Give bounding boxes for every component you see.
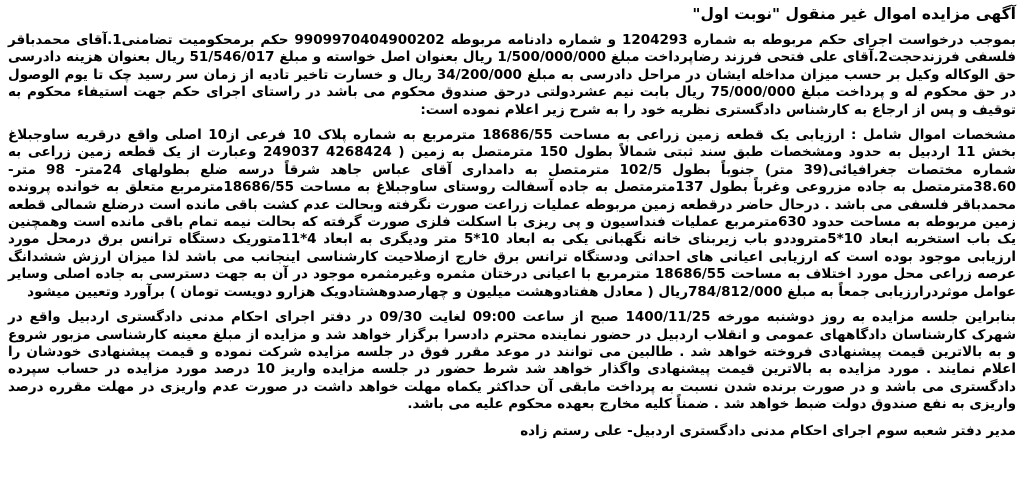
- notice-title: آگهی مزایده اموال غیر منقول "نوبت اول": [692, 5, 1016, 23]
- paragraph-auction-terms: بنابراین جلسه مزایده به روز دوشنبه مورخه 1400/11/25 صبح از ساعت 09:00 لغایت 09/30 در دفتر اجرای احکام مدنی دادگستری اردبیل واقع در شهرک کارشناسان دادگاههای عمومی و انقلاب اردبیل در حضور نماینده محترم دادسرا برگزار خواهد شد و مزایده از مبلغ معینه کارشناسی مزبور شروع و به بالاترین قیمت پیشنهادی فروخته خواهد شد . طالبین می توانند در موعد مقرر فوق در جلسه مزایده شرکت نموده و قیمت پیشنهادی خودشان را اعلام نمایند . مورد مزایده به بالاترین قیمت پیشنهادی واگذار خواهد شد شرط حضور در جلسه مزایده واریز 10 درصد مورد مزایده در حساب سپرده دادگستری می باشد و در صورت برنده شدن نسبت به پرداخت مابقی آن حداکثر یکماه مهلت خواهد داشت در صورت عدم واریزی در مهلت مقرره درصد واریزی به نفع صندوق دولت ضبط خواهد شد . ضمناً کلیه مخارج بعهده محکوم علیه می باشد.: [8, 309, 1017, 413]
- notice-signature: مدیر دفتر شعبه سوم اجرای احکام مدنی دادگستری اردبیل- علی رستم زاده: [520, 422, 1016, 439]
- paragraph-judgment: بموجب درخواست اجرای حکم مربوطه به شماره 1204293 و شماره دادنامه مربوطه 9909970404900202 حکم برمحکومیت تضامنی1.آقای محمدباقر فلسفی فرزندحجت2.آقای علی فتحی فرزند رضاپرداخت مبلغ 1/500/000/000 ریال بعنوان اصل خواسته و مبلغ 51/546/017 ریال بعنوان هزینه دادرسی حق الوکاله وکیل بر حسب میزان مداخله ایشان در مراحل دادرسی به مبلغ 34/200/000 ریال و خسارت تاخیر تادیه از زمان سر رسید چک تا یوم الوصول در حق محکوم له و پرداخت مبلغ 75/000/000 ریال بابت نیم عشردولتی درحق صندوق محکوم می باشد در راستای اجرای حکم جهت استیفاء محکوم به توقیف و پس از ارجاع به کارشناس دادگستری نظریه خود را به شرح زیر اعلام نموده است:: [8, 32, 1016, 118]
- paragraph-property-specs: مشخصات اموال شامل : ارزیابی یک قطعه زمین زراعی به مساحت 18686/55 مترمربع به شماره پلاک 10 فرعی از10 اصلی واقع درقریه ساوجبلاغ بخش 11 اردبیل به حدود ومشخصات طبق سند ثبتی شمالاً بطول 150 مترمتصل به زمین ( 4268424 249037 وعبارت از یک قطعه زمین زراعی به شماره مختصات جغرافیائی(39 متر) جنوباً بطول 102/5 مترمتصل به دامداری آقای عباس جاهد شرقاً درسه ضلع بطولهای 24متر- 98 متر- 38.60مترمتصل به جاده مزروعی وغرباً بطول 137مترمتصل به جاده آسفالت روستای ساوجبلاغ به مساحت 18686/55مترمربع متعلق به خوانده پرونده محمدباقر فلسفی می باشد . درحال حاضر درقطعه زمین مربوطه عملیات زراعت صورت نگرفته وبحالت عدم کشت باقی مانده است درضلع شمالی قطعه زمین مربوطه به مساحت حدود 630مترمربع عملیات فنداسیون و پی ریزی با اسکلت فلزی صورت گرفته که بحالت نیمه تمام باقی مانده است وهمچنین یک باب استخربه ابعاد 10*5متروددو باب زیربنای خانه نگهبانی یکی به ابعاد 10*5 متر ودیگری به ابعاد 4*11متوریک دستگاه ترانس برق درمحل مورد ارزیابی موجود بوده است که ارزیابی اعیانی های احداثی ودستگاه ترانس برق خارج ازصلاحیت کارشناسی اینجانب می باشد لذا میزان ارزش ششدانگ عرصه زراعی محل مورد اختلاف به مساحت 18686/55 مترمربع با اعیانی درختان مثمره وغیرمثمره موجود در آن به جهت دسترسی به جاده اصلی وسایر عوامل موثردرارزیابی جمعاً به مبلغ 784/812/000ریال ( معادل هفتادوهشت میلیون و چهارصدوهشتادویک هزارو دویست تومان ) برآورد وتعیین میشود: [8, 127, 1017, 300]
